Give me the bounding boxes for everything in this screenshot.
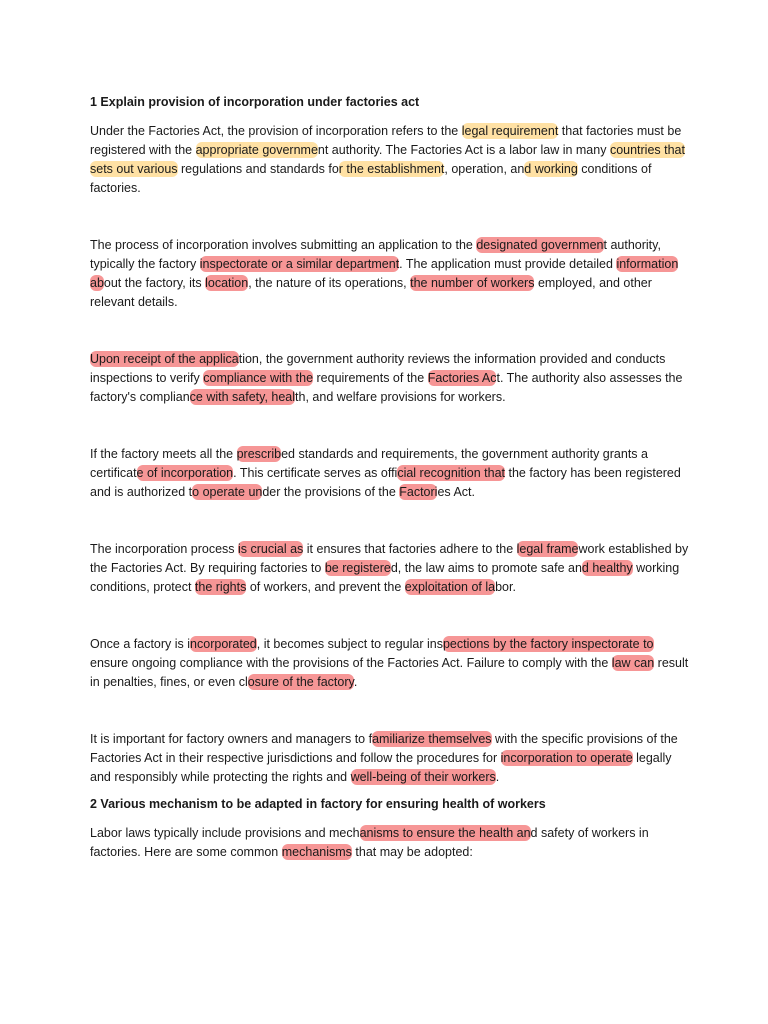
highlight-red: d healthy xyxy=(581,561,633,575)
highlight-red: be registere xyxy=(324,561,391,575)
highlight-red: incorporation to operate xyxy=(500,751,633,765)
paragraph xyxy=(90,824,690,862)
highlight-red: compliance with the xyxy=(203,371,314,385)
highlight-yellow: d working xyxy=(524,162,578,176)
highlight-red: mechanisms xyxy=(281,845,352,859)
section-heading-1: 1 Explain provision of incorporation under factories act xyxy=(90,95,420,109)
highlight-red: e of incorporation xyxy=(136,466,234,480)
text-run: . xyxy=(353,675,358,689)
paragraph xyxy=(90,540,690,597)
highlight-red: inspectorate or a similar department xyxy=(199,257,400,271)
text-run: of workers, and prevent the xyxy=(246,580,405,594)
text-run: tion, the government authority reviews the information provided and conducts inspections to verify xyxy=(90,352,666,385)
text-run: result in penalties, fines, or even cl xyxy=(90,656,689,689)
paragraph xyxy=(90,730,690,787)
highlight-red: information ab xyxy=(90,257,679,290)
text-run: legally and responsibly while protecting the rights and xyxy=(90,751,672,784)
highlight-red: ncorporated xyxy=(190,637,257,651)
highlight-red: Upon receipt of the applica xyxy=(90,352,239,366)
highlight-red: legal frame xyxy=(516,542,579,556)
text-run: that factories must be registered with the xyxy=(90,124,682,157)
highlight-yellow: legal requirement xyxy=(461,124,559,138)
highlight-red: the number of workers xyxy=(410,276,535,290)
highlight-red: amiliarize themselves xyxy=(372,732,492,746)
text-run: , it becomes subject to regular ins xyxy=(256,637,443,651)
highlight-red: exploitation of la xyxy=(404,580,496,594)
highlight-red: pections by the factory inspectorate to xyxy=(442,637,654,651)
text-run: . This certificate serves as offi xyxy=(233,466,398,480)
paragraph xyxy=(90,350,690,407)
highlight-red: location xyxy=(205,276,249,290)
text-run: . The application must provide detailed xyxy=(399,257,617,271)
highlight-yellow: countries that sets out various xyxy=(90,143,685,176)
text-run: Labor laws typically include provisions and mech xyxy=(90,826,360,840)
text-run: If the factory meets all the xyxy=(90,447,237,461)
text-run: nt authority. The Factories Act is a labor law in many xyxy=(317,143,610,157)
text-run: working conditions, protect xyxy=(90,561,680,594)
highlight-red: cial recognition that xyxy=(397,466,506,480)
text-run: conditions of factories. xyxy=(90,162,652,195)
text-run: Under the Factories Act, the provision of incorporation refers to the xyxy=(90,124,462,138)
text-run: requirements of the xyxy=(313,371,428,385)
highlight-red: Factories Ac xyxy=(427,371,497,385)
text-run: ensure ongoing compliance with the provisions of the Factories Act. Failure to comply with the xyxy=(90,656,612,670)
text-run: d, the law aims to promote safe an xyxy=(390,561,582,575)
highlight-red: prescrib xyxy=(236,447,282,461)
text-run: es Act. xyxy=(437,485,475,499)
paragraph xyxy=(90,122,690,198)
highlight-red: anisms to ensure the health an xyxy=(359,826,531,840)
text-run: The incorporation process xyxy=(90,542,238,556)
text-run: work established by the Factories Act. By requiring factories to xyxy=(90,542,689,575)
highlight-red: is crucial as xyxy=(238,542,304,556)
paragraph xyxy=(90,445,690,502)
text-run: with the specific provisions of the Factories Act in their respective jurisdictions and follow the procedures for xyxy=(90,732,678,765)
highlight-red: ce with safety, heal xyxy=(189,390,296,404)
text-run: ed standards and requirements, the government authority grants a certificat xyxy=(90,447,648,480)
highlight-red: designated governmen xyxy=(476,238,604,252)
text-run: . xyxy=(495,770,500,784)
document-content xyxy=(90,93,690,862)
text-run: it ensures that factories adhere to the xyxy=(303,542,517,556)
text-run: Once a factory is i xyxy=(90,637,191,651)
text-run: The process of incorporation involves submitting an application to the xyxy=(90,238,477,252)
highlight-yellow: appropriate governme xyxy=(195,143,318,157)
paragraph xyxy=(90,635,690,692)
text-run: that may be adopted: xyxy=(351,845,473,859)
text-run: out the factory, its xyxy=(103,276,206,290)
text-run: t. The authority also assesses the factory's complian xyxy=(90,371,683,404)
text-run: It is important for factory owners and managers to f xyxy=(90,732,373,746)
section-heading-2: 2 Various mechanism to be adapted in factory for ensuring health of workers xyxy=(90,797,546,811)
text-run: bor. xyxy=(495,580,516,594)
highlight-red: Factori xyxy=(399,485,438,499)
highlight-red: the rights xyxy=(194,580,247,594)
highlight-yellow: r the establishment xyxy=(338,162,445,176)
highlight-red: law can xyxy=(611,656,655,670)
text-run: der the provisions of the xyxy=(262,485,400,499)
text-run: , the nature of its operations, xyxy=(248,276,411,290)
text-run: employed, and other relevant details. xyxy=(90,276,652,309)
highlight-red: o operate un xyxy=(192,485,263,499)
text-run: th, and welfare provisions for workers. xyxy=(295,390,506,404)
text-run: the factory has been registered and is authorized t xyxy=(90,466,681,499)
text-run: , operation, an xyxy=(444,162,525,176)
highlight-red: well-being of their workers xyxy=(350,770,496,784)
text-run: regulations and standards fo xyxy=(177,162,339,176)
highlight-red: osure of the factory xyxy=(247,675,354,689)
paragraph xyxy=(90,236,690,312)
text-run: t authority, typically the factory xyxy=(90,238,661,271)
text-run: d safety of workers in factories. Here are some common xyxy=(90,826,649,859)
